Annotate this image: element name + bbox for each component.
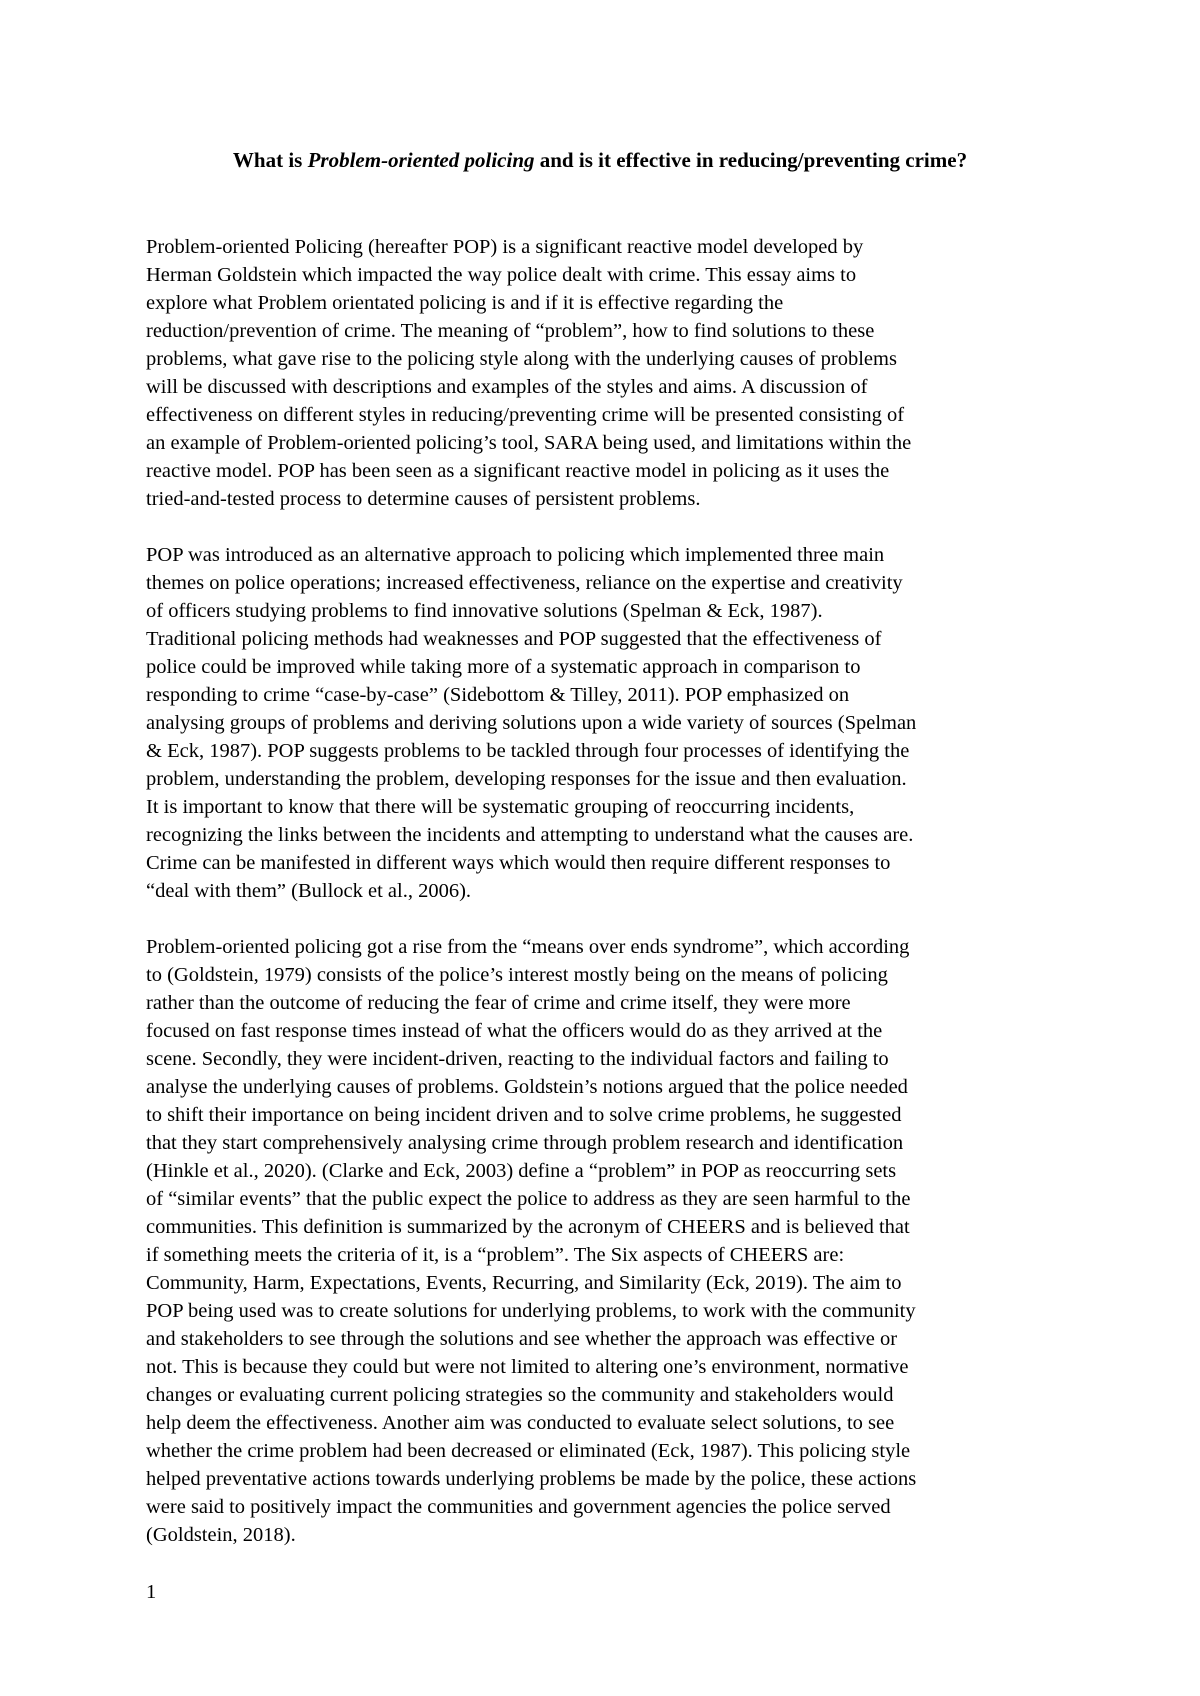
paragraph-line: (Goldstein, 2018).: [146, 1524, 296, 1546]
paragraph-line: focused on fast response times instead of what the officers would do as they arrived at the: [146, 1020, 883, 1042]
title-suffix: and is it effective in reducing/preventing crime?: [534, 148, 968, 172]
paragraph-line: to shift their importance on being incident driven and to solve crime problems, he suggested: [146, 1104, 902, 1126]
paragraph-line: tried-and-tested process to determine causes of persistent problems.: [146, 488, 701, 510]
paragraph-line: that they start comprehensively analysing crime through problem research and identification: [146, 1132, 904, 1154]
paragraph-line: reduction/prevention of crime. The meaning of “problem”, how to find solutions to these: [146, 320, 875, 342]
essay-title: [150, 146, 1050, 174]
paragraph-line: “deal with them” (Bullock et al., 2006).: [146, 880, 472, 902]
paragraph-line: It is important to know that there will be systematic grouping of reoccurring incidents,: [146, 796, 855, 818]
paragraph-line: of officers studying problems to find innovative solutions (Spelman & Eck, 1987).: [146, 600, 823, 622]
paragraph-line: recognizing the links between the incidents and attempting to understand what the causes are.: [146, 824, 914, 846]
essay-body: [146, 233, 1066, 1577]
paragraph-line: an example of Problem-oriented policing’s tool, SARA being used, and limitations within the: [146, 432, 912, 454]
paragraph: [146, 933, 1066, 1549]
paragraph-line: Community, Harm, Expectations, Events, Recurring, and Similarity (Eck, 2019). The aim to: [146, 1272, 902, 1294]
paragraph: [146, 233, 1066, 513]
paragraph-line: explore what Problem orientated policing is and if it is effective regarding the: [146, 292, 784, 314]
paragraph-line: Problem-oriented policing got a rise from the “means over ends syndrome”, which according: [146, 936, 910, 958]
paragraph-line: problem, understanding the problem, developing responses for the issue and then evaluation.: [146, 768, 907, 790]
title-emphasis: Problem-oriented policing: [307, 148, 535, 172]
paragraph-line: not. This is because they could but were not limited to altering one’s environment, normative: [146, 1356, 909, 1378]
paragraph-line: police could be improved while taking more of a systematic approach in comparison to: [146, 656, 861, 678]
page-number: 1: [146, 1581, 157, 1603]
paragraph-line: rather than the outcome of reducing the fear of crime and crime itself, they were more: [146, 992, 851, 1014]
paragraph-line: POP was introduced as an alternative approach to policing which implemented three main: [146, 544, 885, 566]
paragraph-line: effectiveness on different styles in reducing/preventing crime will be presented consisting of: [146, 404, 905, 426]
paragraph-line: helped preventative actions towards underlying problems be made by the police, these actions: [146, 1468, 917, 1490]
paragraph-line: analyse the underlying causes of problems. Goldstein’s notions argued that the police needed: [146, 1076, 908, 1098]
paragraph-line: Herman Goldstein which impacted the way police dealt with crime. This essay aims to: [146, 264, 857, 286]
paragraph-line: scene. Secondly, they were incident-driven, reacting to the individual factors and failing to: [146, 1048, 889, 1070]
paragraph-line: if something meets the criteria of it, is a “problem”. The Six aspects of CHEERS are:: [146, 1244, 845, 1266]
paragraph-line: problems, what gave rise to the policing style along with the underlying causes of problems: [146, 348, 897, 370]
paragraph: [146, 541, 1066, 905]
paragraph-line: POP being used was to create solutions for underlying problems, to work with the community: [146, 1300, 916, 1322]
paragraph-line: to (Goldstein, 1979) consists of the police’s interest mostly being on the means of policing: [146, 964, 888, 986]
paragraph-line: communities. This definition is summarized by the acronym of CHEERS and is believed that: [146, 1216, 910, 1238]
paragraph-line: changes or evaluating current policing strategies so the community and stakeholders would: [146, 1384, 894, 1406]
paragraph-line: (Hinkle et al., 2020). (Clarke and Eck, 2003) define a “problem” in POP as reoccurring sets: [146, 1160, 897, 1182]
paragraph-line: analysing groups of problems and deriving solutions upon a wide variety of sources (Spelman: [146, 712, 917, 734]
paragraph-line: were said to positively impact the communities and government agencies the police served: [146, 1496, 891, 1518]
paragraph-line: help deem the effectiveness. Another aim was conducted to evaluate select solutions, to see: [146, 1412, 895, 1434]
paragraph-line: responding to crime “case-by-case” (Sidebottom & Tilley, 2011). POP emphasized on: [146, 684, 850, 706]
paragraph-line: reactive model. POP has been seen as a significant reactive model in policing as it uses the: [146, 460, 890, 482]
paragraph-line: will be discussed with descriptions and examples of the styles and aims. A discussion of: [146, 376, 868, 398]
paragraph-line: Traditional policing methods had weaknesses and POP suggested that the effectiveness of: [146, 628, 882, 650]
paragraph-line: & Eck, 1987). POP suggests problems to be tackled through four processes of identifying the: [146, 740, 910, 762]
paragraph-line: Problem-oriented Policing (hereafter POP) is a significant reactive model developed by: [146, 236, 864, 258]
paragraph-line: of “similar events” that the public expect the police to address as they are seen harmful to the: [146, 1188, 911, 1210]
paragraph-line: and stakeholders to see through the solutions and see whether the approach was effective or: [146, 1328, 898, 1350]
title-prefix: What is: [232, 148, 308, 172]
paragraph-line: themes on police operations; increased effectiveness, reliance on the expertise and creativity: [146, 572, 903, 594]
paragraph-line: Crime can be manifested in different ways which would then require different responses to: [146, 852, 891, 874]
paragraph-line: whether the crime problem had been decreased or eliminated (Eck, 1987). This policing style: [146, 1440, 911, 1462]
